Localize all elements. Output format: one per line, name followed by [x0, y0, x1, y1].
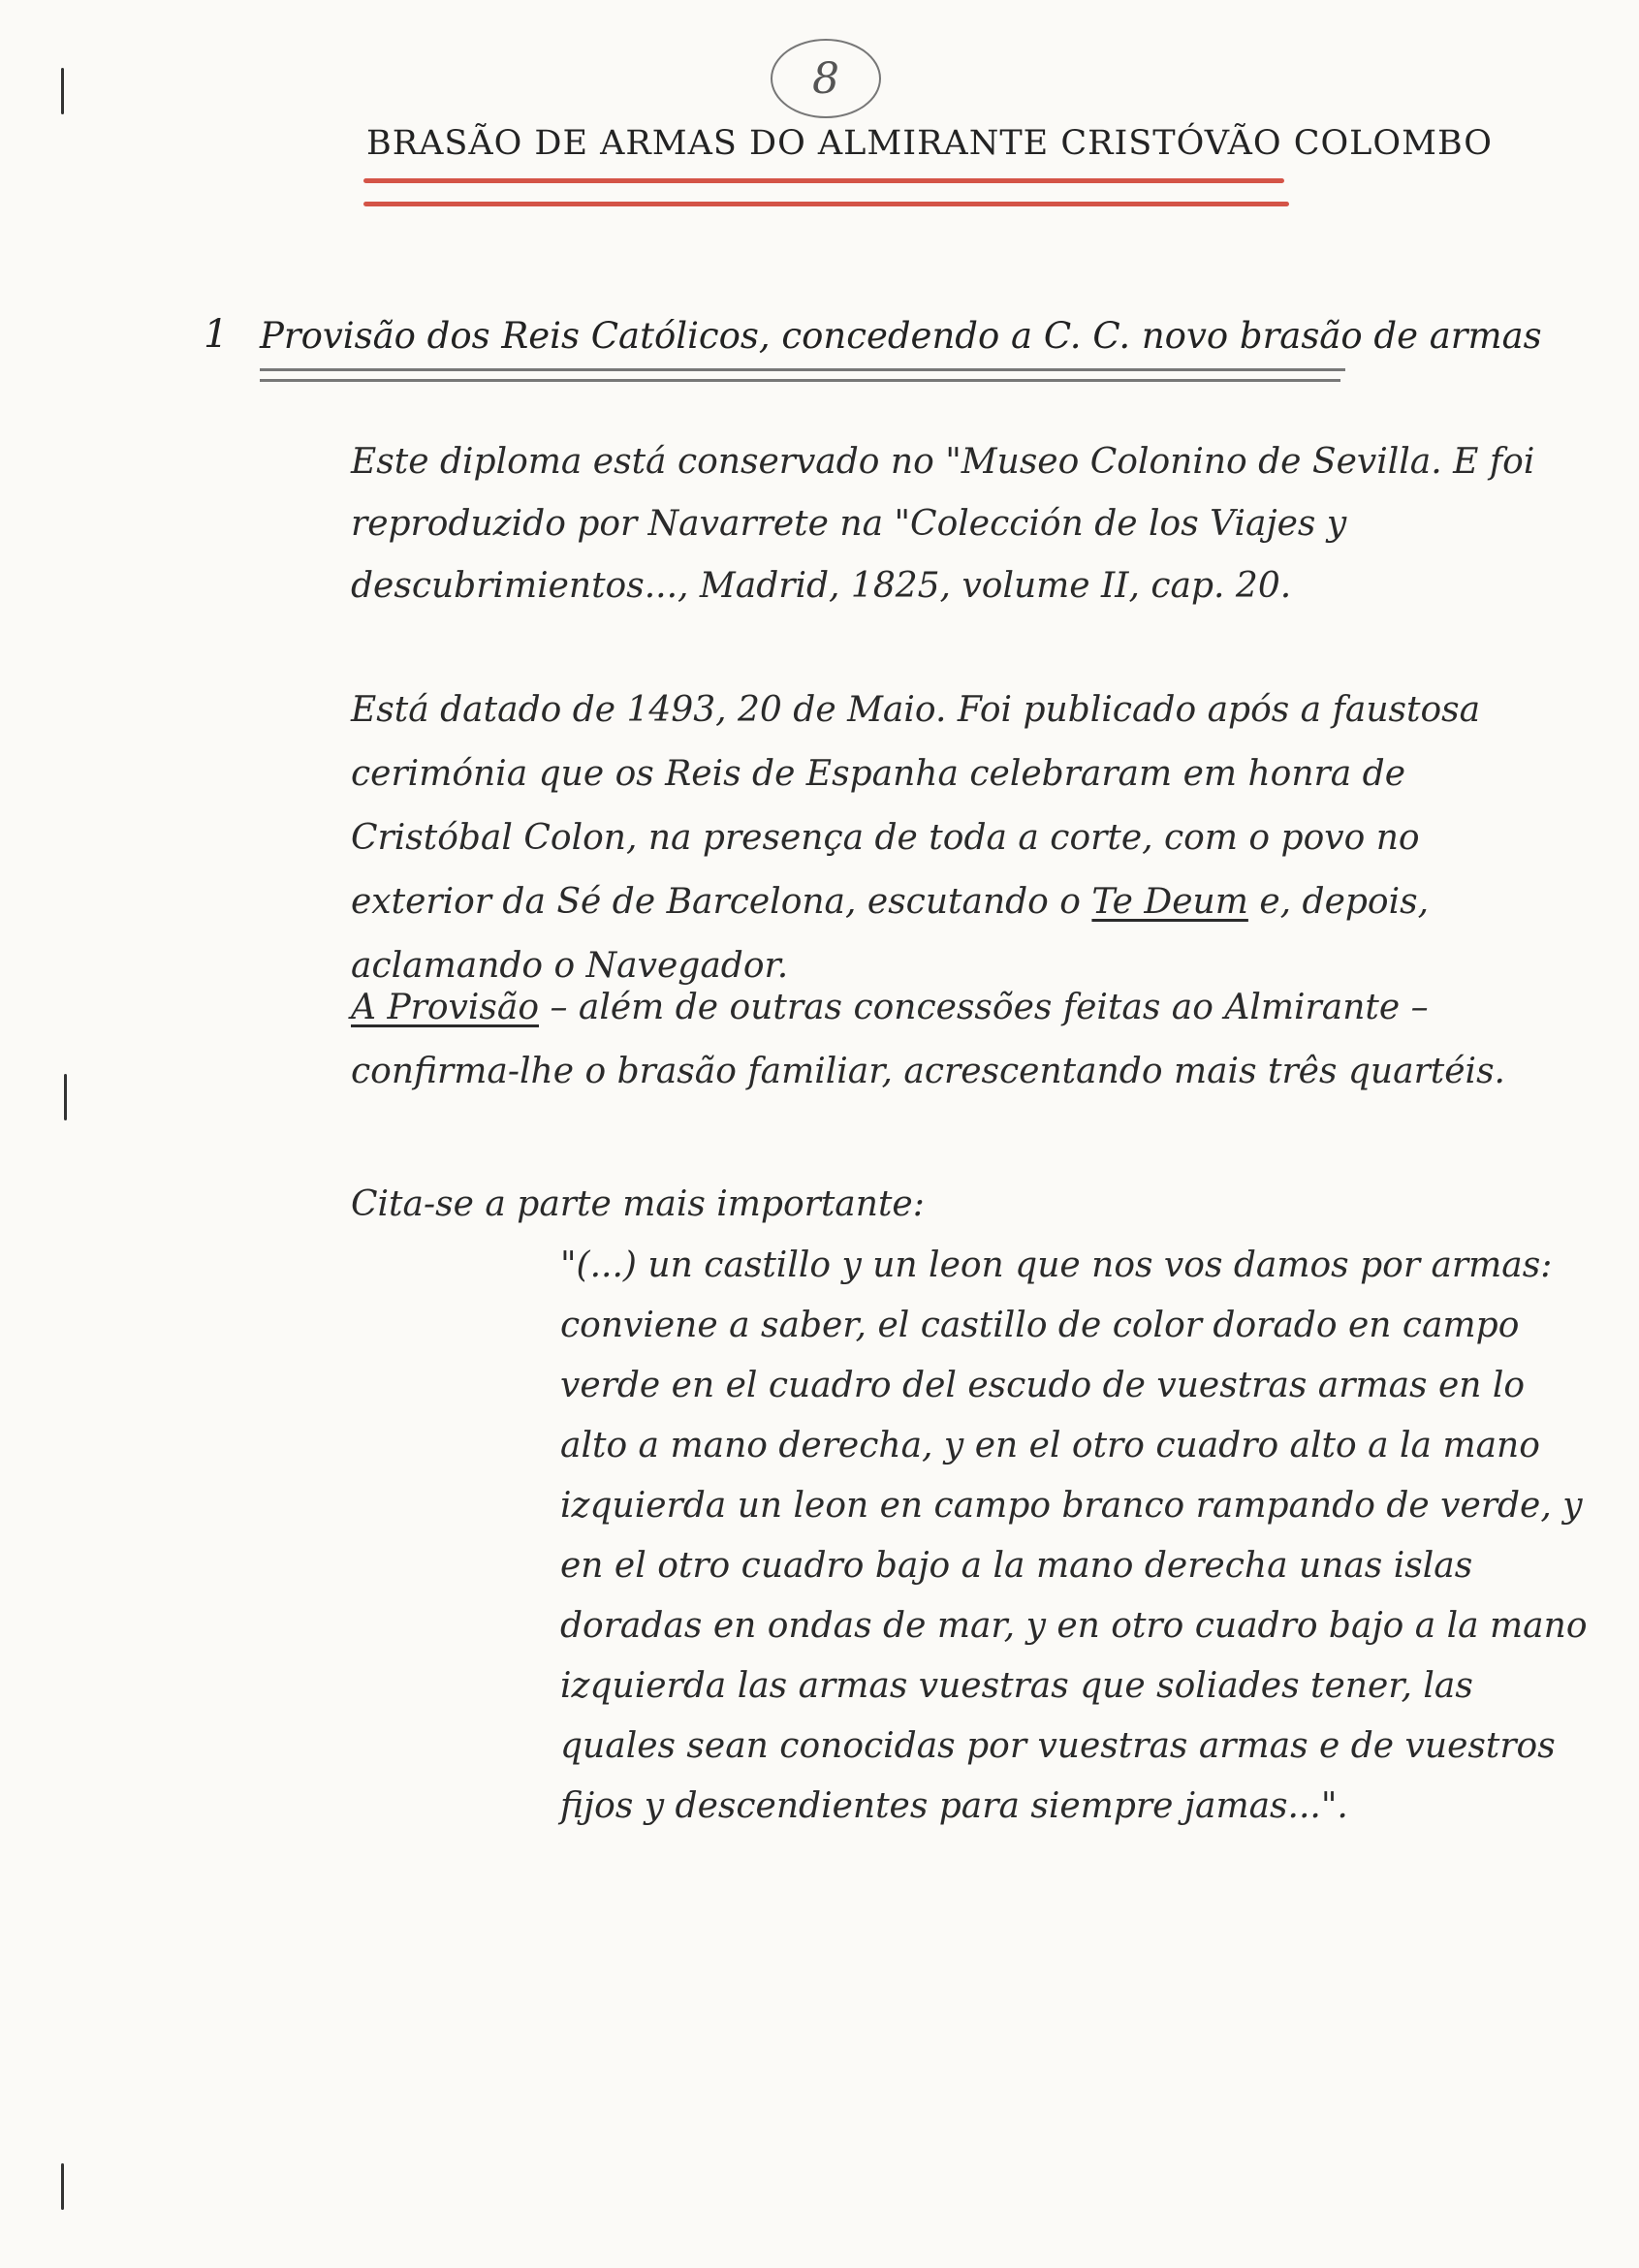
title-underline: [363, 178, 1284, 183]
section-title: Provisão dos Reis Católicos, concedendo a C. C. novo brasão de armas: [260, 315, 1542, 357]
document-title: BRASÃO DE ARMAS DO ALMIRANTE CRISTÓVÃO COLOMBO: [366, 124, 1494, 163]
paragraph-date: [351, 678, 1562, 998]
paragraph-provisao: [351, 976, 1582, 1104]
paragraph-date-text: Está datado de 1493, 20 de Maio. Foi publicado após a faustosa cerimónia que os Reis de Espanha celebraram em honra de Cristóbal Colon, na presença de toda a corte, com o povo no exterior da Sé de Barcelona, escutando o: [351, 690, 1481, 922]
margin-mark: [61, 68, 64, 114]
section-number: 1: [204, 312, 229, 357]
paragraph-citation-intro: Cita-se a parte mais importante:: [351, 1184, 925, 1224]
page-number: [771, 39, 881, 118]
te-deum-term: Te Deum: [1091, 882, 1248, 922]
title-underline: [363, 202, 1289, 206]
section-underline: [260, 368, 1345, 371]
paragraph-provisao-text: – além de outras concessões feitas ao Almirante – confirma-lhe o brasão familiar, acrescentando mais três quartéis.: [351, 988, 1505, 1091]
paragraph-source: Este diploma está conservado no "Museo Colonino de Sevilla. E foi reproduzido por Navarrete na "Colección de los Viajes y descubrimientos..., Madrid, 1825, volume II, cap. 20.: [351, 442, 1535, 606]
quoted-excerpt: "(...) un castillo y un leon que nos vos damos por armas: conviene a saber, el castillo de color dorado en campo verde en el cuadro del escudo de vuestras armas en lo alto a mano derecha, y en el otro cuadro alto a la mano izquierda un leon en campo branco rampando de verde, y en el otro cuadro bajo a la mano derecha unas islas doradas en ondas de mar, y en otro cuadro bajo a la mano izquierda las armas vuestras que soliades tener, las quales sean conocidas por vuestras armas e de vuestros fijos y descendientes para siempre jamas...".: [560, 1245, 1588, 1826]
paragraph-date-text-end: e, depois, aclamando o Navegador.: [351, 882, 1430, 986]
section-underline: [260, 379, 1340, 382]
provisao-term: A Provisão: [351, 988, 540, 1027]
page-number-value: 8: [812, 53, 839, 104]
margin-mark: [64, 1074, 67, 1120]
margin-mark: [61, 2163, 64, 2210]
